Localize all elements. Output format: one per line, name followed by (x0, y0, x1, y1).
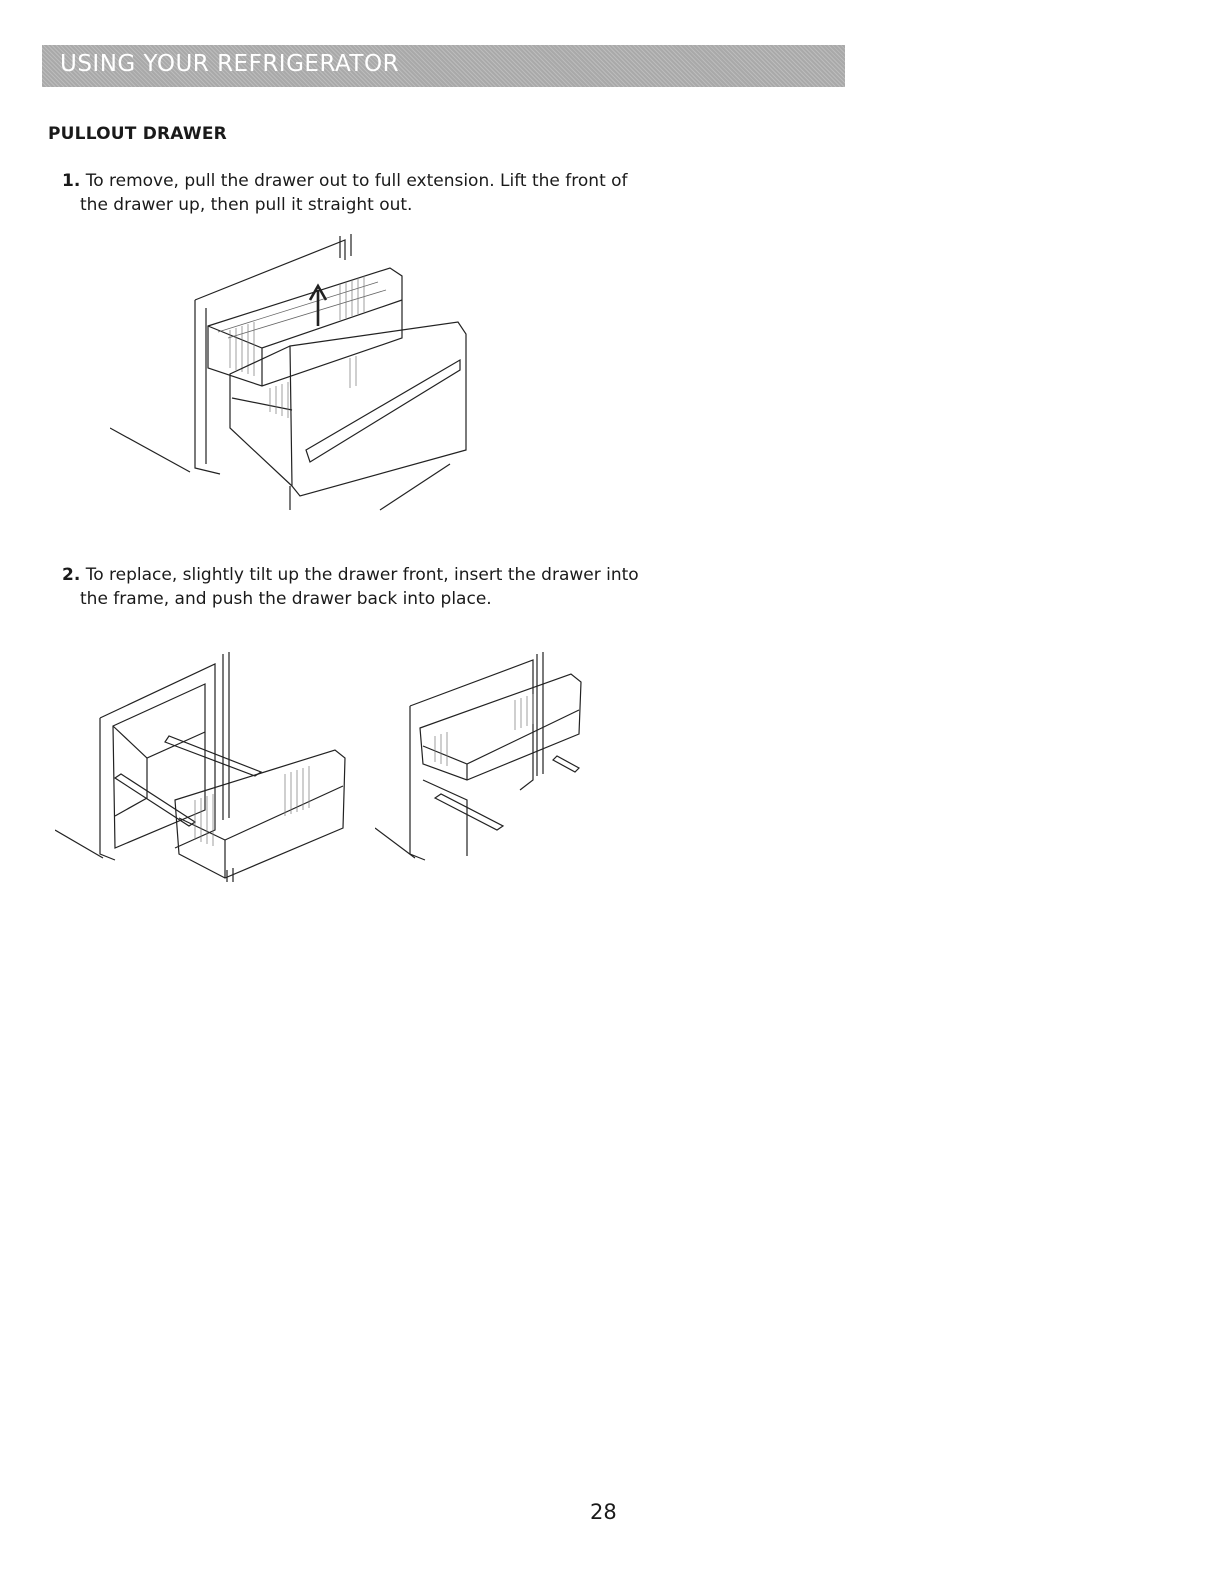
step-2 (52, 564, 640, 611)
illustration-remove-drawer (110, 228, 480, 518)
step-2-number: 2. (62, 565, 81, 585)
step-1-number: 1. (62, 171, 81, 191)
step-1 (52, 170, 640, 217)
illustration-drawer-in-place (375, 650, 590, 870)
section-banner (42, 45, 845, 87)
section-banner-title: USING YOUR REFRIGERATOR (60, 51, 400, 77)
step-1-text: To remove, pull the drawer out to full extension. Lift the front of the drawer up, then pull it straight out. (80, 171, 628, 215)
illustration-insert-drawer (55, 650, 350, 890)
section-heading: PULLOUT DRAWER (48, 124, 227, 144)
step-2-text: To replace, slightly tilt up the drawer front, insert the drawer into the frame, and push the drawer back into place. (80, 565, 639, 609)
page-number: 28 (590, 1500, 617, 1524)
